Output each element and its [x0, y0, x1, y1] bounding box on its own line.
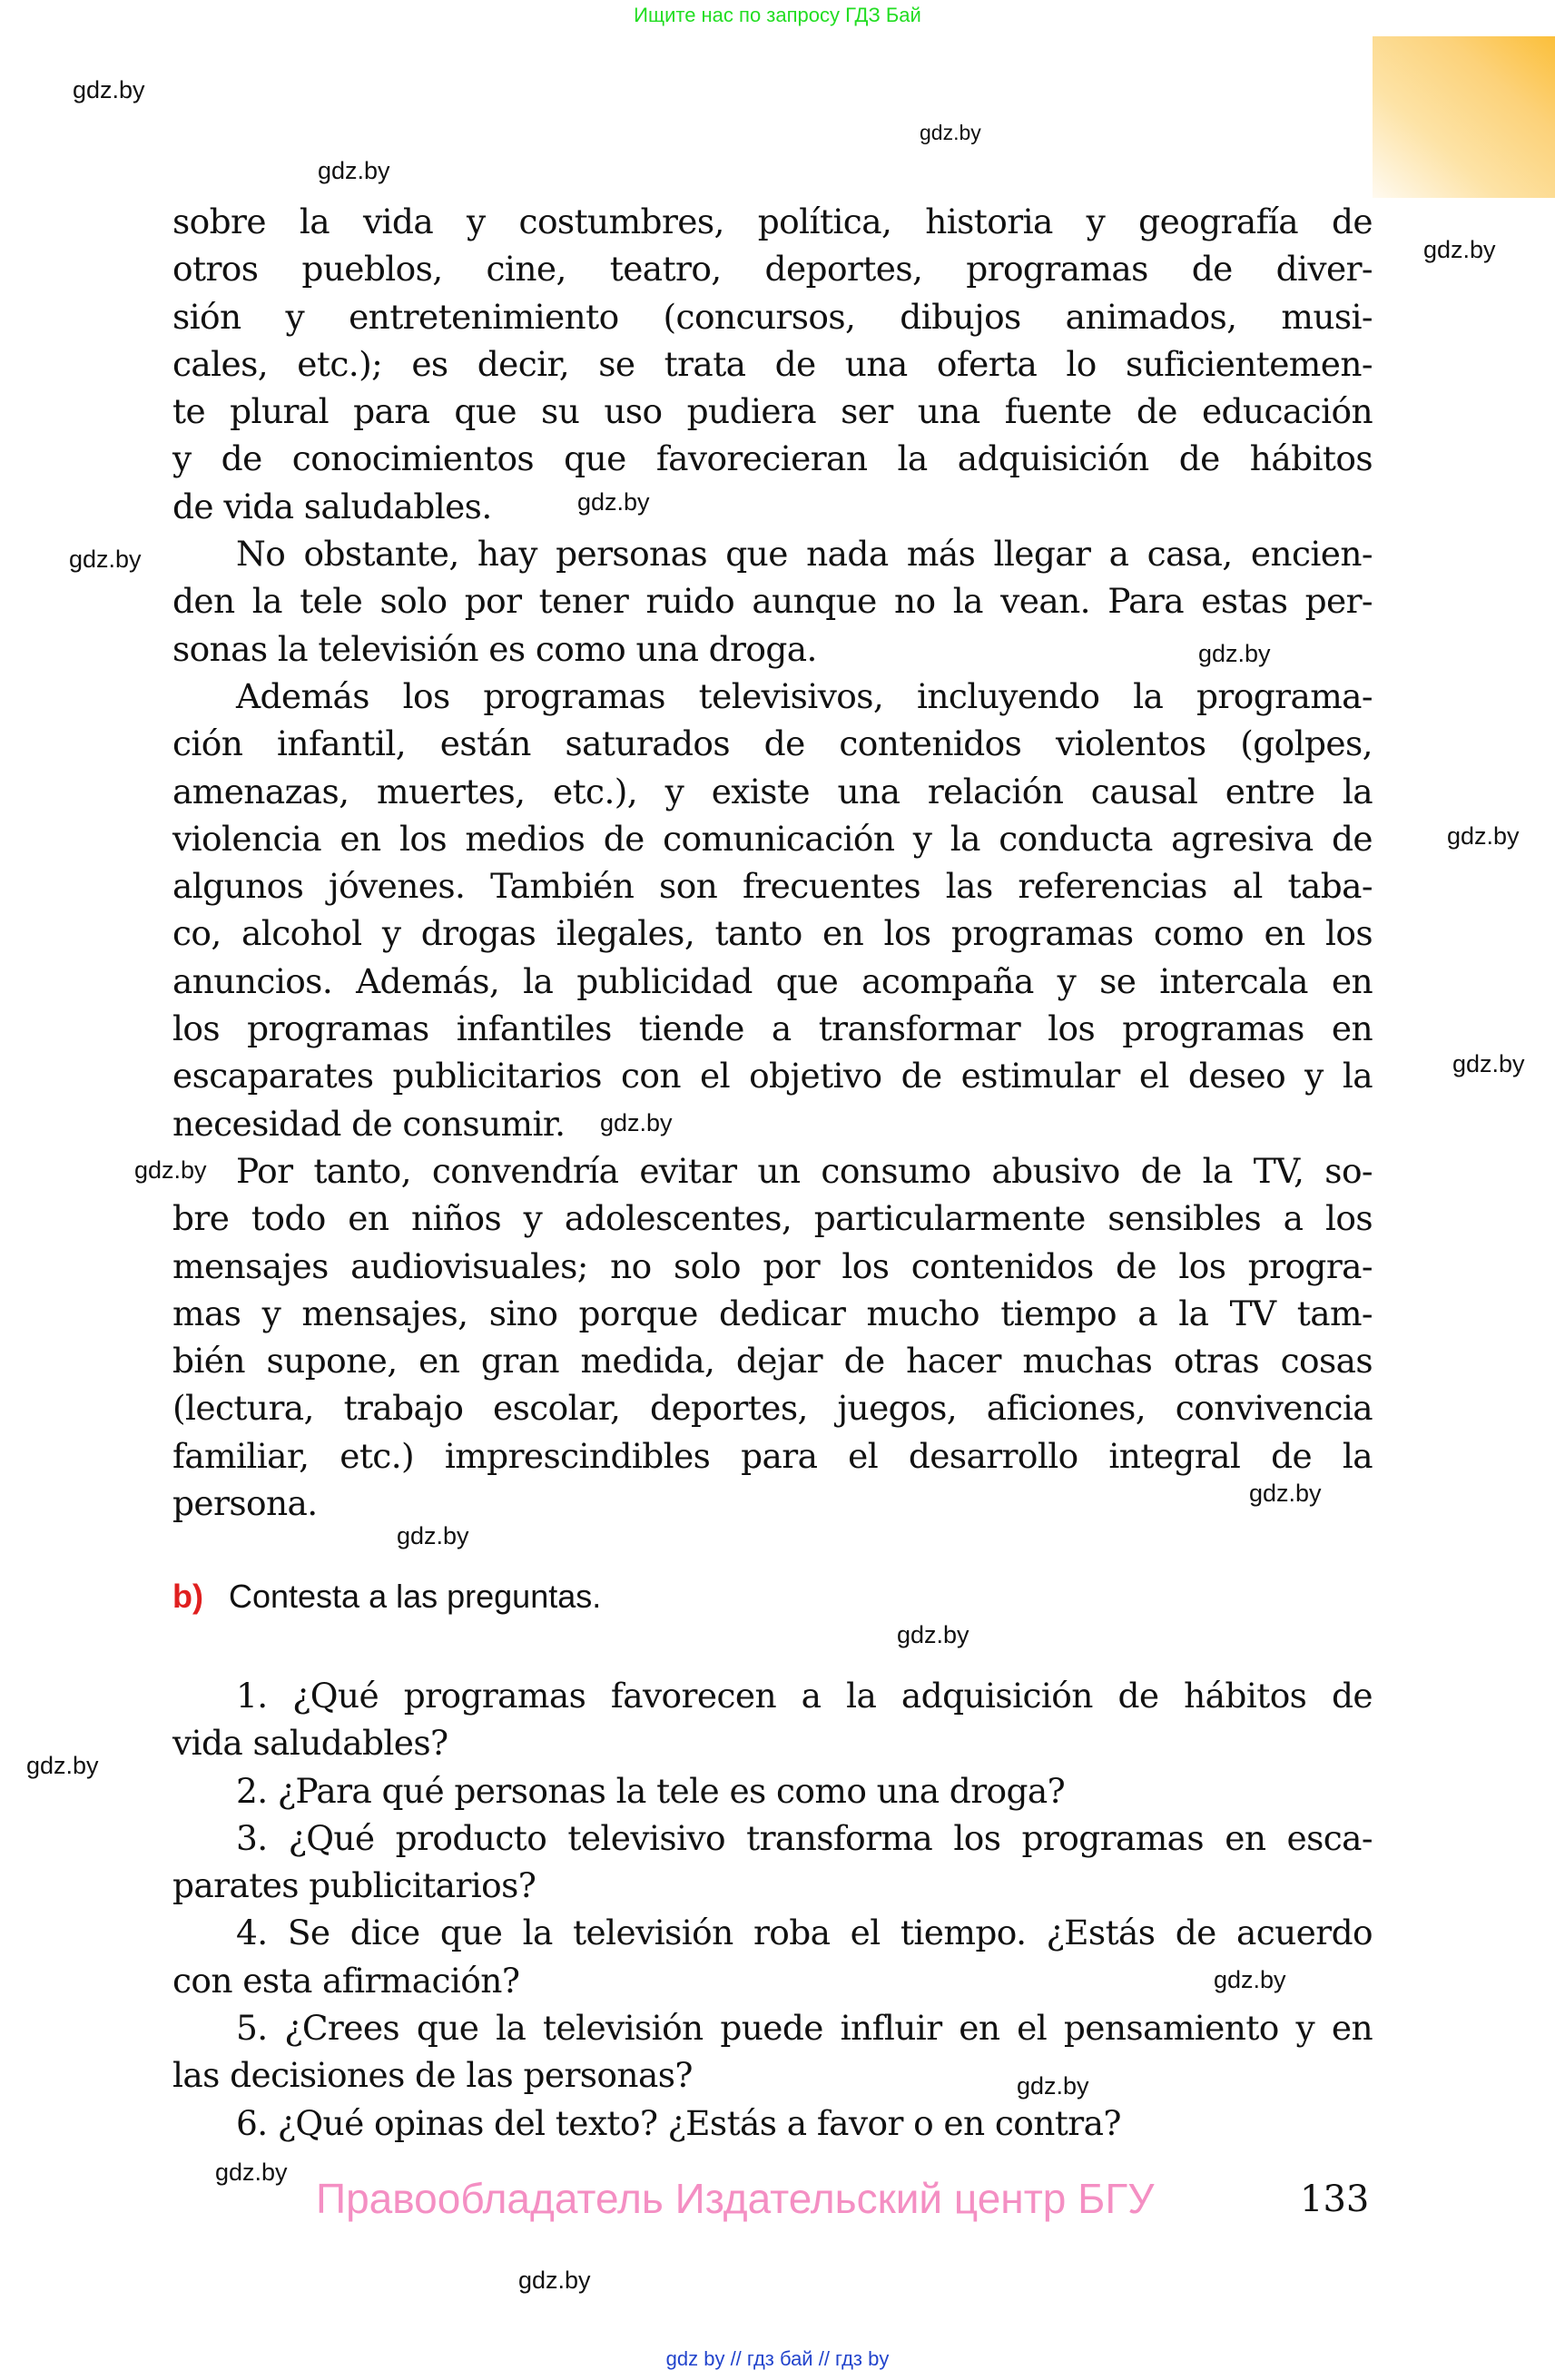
text-line: bre todo en niños y adolescentes, particularmente sensibles a los	[172, 1198, 1373, 1239]
footer-links[interactable]: gdz by // гдз бай // гдз by	[665, 2347, 890, 2370]
text-line: bién supone, en gran medida, dejar de hacer muchas otras cosas	[172, 1341, 1373, 1382]
question-6	[172, 2100, 1373, 2147]
text-line: violencia en los medios de comunicación y la conducta agresiva de	[172, 818, 1373, 859]
paragraph-3	[172, 673, 1373, 1147]
copyright-owner: Правообладатель Издательский центр БГУ	[316, 2175, 1155, 2222]
watermark: gdz.by	[897, 1621, 969, 1648]
watermark: gdz.by	[577, 488, 650, 516]
page-number: 133	[1300, 2178, 1370, 2220]
text-line: ción infantil, están saturados de contenidos violentos (golpes,	[172, 723, 1373, 764]
watermark: gdz.by	[1198, 640, 1271, 667]
text-line: sobre la vida y costumbres, política, historia y geografía de	[172, 202, 1373, 241]
text-line: con esta afirmación?	[172, 1960, 520, 2001]
watermark: gdz.by	[69, 546, 142, 573]
text-line: algunos jóvenes. También son frecuentes las referencias al taba-	[172, 866, 1373, 907]
text-line: y de conocimientos que favorecieran la adquisición de hábitos	[172, 438, 1373, 479]
watermark: gdz.by	[1249, 1480, 1322, 1507]
text-line: Además los programas televisivos, incluyendo la programa-	[236, 675, 1373, 716]
watermark: gdz.by	[73, 76, 145, 103]
task-instruction: Contesta a las preguntas.	[228, 1578, 602, 1615]
text-line: 6. ¿Qué opinas del texto? ¿Estás a favor o en contra?	[236, 2102, 1121, 2143]
paragraph-1	[172, 198, 1373, 530]
text-line: 4. Se dice que la televisión roba el tiempo. ¿Estás de acuerdo	[236, 1913, 1373, 1953]
text-line: cales, etc.); es decir, se trata de una oferta lo suficientemen-	[172, 343, 1373, 384]
text-line: mas y mensajes, sino porque dedicar mucho tiempo a la TV tam-	[172, 1293, 1373, 1333]
question-4	[172, 1909, 1373, 2004]
watermark: gdz.by	[1447, 822, 1520, 850]
decorative-corner-gradient	[1373, 36, 1555, 198]
text-line: parates publicitarios?	[172, 1865, 536, 1906]
question-3	[172, 1815, 1373, 1910]
text-line: de vida saludables.	[172, 486, 492, 526]
text-line: las decisiones de las personas?	[172, 2055, 693, 2096]
watermark: gdz.by	[134, 1156, 207, 1184]
text-line: 3. ¿Qué producto televisivo transforma los programas en esca-	[236, 1817, 1373, 1858]
watermark: gdz.by	[1214, 1966, 1286, 1993]
text-line: necesidad de consumir.	[172, 1103, 566, 1144]
question-2	[172, 1767, 1373, 1815]
search-banner: Ищите нас по запросу ГДЗ Бай	[634, 4, 921, 26]
text-line: los programas infantiles tiende a transformar los programas en	[172, 1008, 1373, 1049]
text-line: No obstante, hay personas que nada más llegar a casa, encien-	[236, 534, 1373, 575]
text-line: (lectura, trabajo escolar, deportes, juegos, aficiones, convivencia	[172, 1388, 1373, 1429]
text-line: amenazas, muertes, etc.), y existe una relación causal entre la	[172, 771, 1373, 811]
watermark: gdz.by	[318, 157, 390, 184]
watermark: gdz.by	[1423, 236, 1496, 263]
text-line: te plural para que su uso pudiera ser una fuente de educación	[172, 391, 1373, 432]
article-text	[172, 198, 1373, 1527]
question-1	[172, 1672, 1373, 1767]
text-line: co, alcohol y drogas ilegales, tanto en los programas como en los	[172, 913, 1373, 954]
text-line: mensajes audiovisuales; no solo por los contenidos de los progra-	[172, 1245, 1373, 1286]
text-line: sonas la televisión es como una droga.	[172, 628, 817, 669]
text-line: den la tele solo por tener ruido aunque no la vean. Para estas per-	[172, 581, 1373, 622]
text-line: 5. ¿Crees que la televisión puede influir en el pensamiento y en	[236, 2008, 1373, 2049]
text-line: vida saludables?	[172, 1723, 448, 1764]
text-line: anuncios. Además, la publicidad que acompaña y se intercala en	[172, 960, 1373, 1001]
text-line: persona.	[172, 1483, 318, 1524]
task-letter: b)	[172, 1578, 203, 1615]
text-line: 2. ¿Para qué personas la tele es como una droga?	[236, 1770, 1066, 1811]
watermark: gdz.by	[1017, 2072, 1089, 2100]
paragraph-4	[172, 1147, 1373, 1527]
text-line: familiar, etc.) imprescindibles para el desarrollo integral de la	[172, 1435, 1373, 1476]
text-line: 1. ¿Qué programas favorecen a la adquisición de hábitos de	[236, 1676, 1373, 1716]
watermark: gdz.by	[1452, 1050, 1525, 1077]
text-line: sión y entretenimiento (concursos, dibujos animados, musi-	[172, 296, 1373, 337]
watermark: gdz.by	[397, 1522, 469, 1549]
text-line: escaparates publicitarios con el objetivo de estimular el deseo y la	[172, 1056, 1373, 1097]
paragraph-2	[172, 530, 1373, 673]
text-line: otros pueblos, cine, teatro, deportes, programas de diver-	[172, 249, 1373, 290]
question-5	[172, 2004, 1373, 2100]
watermark: gdz.by	[600, 1109, 673, 1136]
task-heading	[172, 1578, 601, 1616]
text-line: Por tanto, convendría evitar un consumo abusivo de la TV, so-	[236, 1150, 1373, 1191]
watermark: gdz.by	[920, 121, 981, 144]
watermark: gdz.by	[26, 1752, 99, 1779]
watermark: gdz.by	[518, 2267, 591, 2294]
watermark: gdz.by	[215, 2159, 288, 2186]
question-list	[172, 1672, 1373, 2147]
